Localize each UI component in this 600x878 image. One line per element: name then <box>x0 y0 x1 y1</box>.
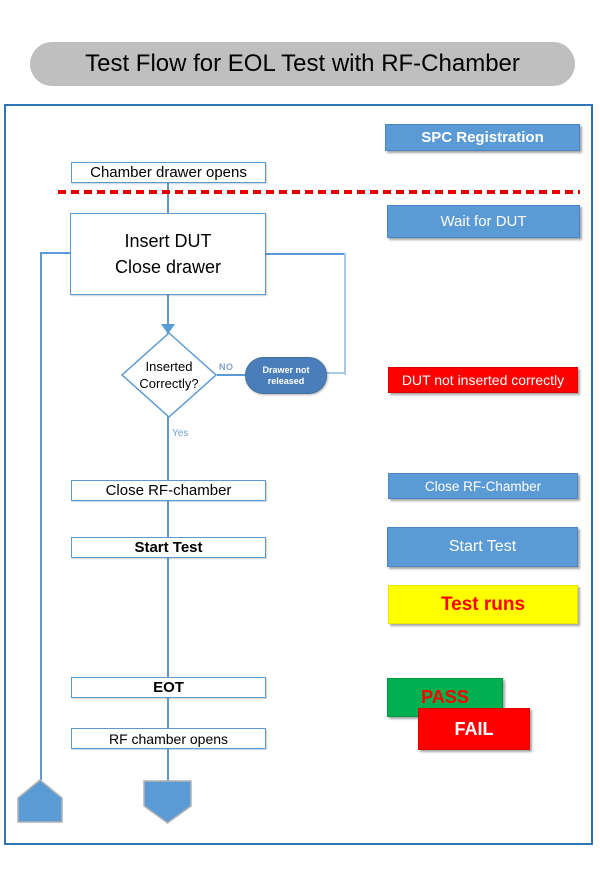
status-label: Wait for DUT <box>440 213 527 230</box>
node-label-line1: Insert DUT <box>124 231 212 251</box>
red-dashed-separator <box>58 190 580 194</box>
up-pentagon-arrow-icon <box>16 778 64 824</box>
pill-connector-line <box>327 372 346 374</box>
edge-label-yes: Yes <box>172 428 189 439</box>
down-pentagon-arrow-icon <box>143 780 192 824</box>
status-label: FAIL <box>454 718 494 739</box>
node-label: Chamber drawer opens <box>90 164 247 181</box>
node-insert-dut <box>70 213 266 295</box>
status-spc-registration <box>385 124 580 151</box>
status-test-runs <box>388 585 578 624</box>
status-label: DUT not inserted correctly <box>401 372 565 388</box>
page-title: Test Flow for EOL Test with RF-Chamber <box>30 42 575 86</box>
status-start-test <box>387 527 578 567</box>
status-label: Start Test <box>448 538 517 555</box>
node-eot <box>71 677 266 698</box>
status-wait-for-dut <box>387 205 580 238</box>
right-loop-horizontal-line <box>266 253 346 255</box>
left-loop-horizontal-line <box>40 252 71 254</box>
status-label: Close RF-Chamber <box>424 478 542 494</box>
right-loop-vertical-line <box>344 253 346 375</box>
node-start-test <box>71 537 266 558</box>
pill-label-line1: Drawer not <box>262 364 310 375</box>
node-drawer-not-released <box>245 357 327 394</box>
node-label-line2: Close drawer <box>114 257 222 277</box>
node-label: EOT <box>153 679 184 696</box>
status-fail <box>418 708 530 750</box>
status-label: Test runs <box>440 593 526 615</box>
pill-label-line2: released <box>267 375 305 386</box>
node-label: RF chamber opens <box>108 730 229 747</box>
node-chamber-drawer-opens <box>71 162 266 183</box>
node-rf-chamber-opens <box>71 728 266 749</box>
edge-label-no: NO <box>219 362 234 372</box>
no-branch-line <box>217 374 245 376</box>
node-label: Start Test <box>134 539 203 556</box>
status-label: SPC Registration <box>421 129 544 146</box>
decision-label-line2: Correctly? <box>139 376 199 391</box>
status-dut-not-inserted <box>388 367 578 393</box>
node-label: Close RF-chamber <box>105 482 232 499</box>
decision-label <box>121 332 217 418</box>
left-loop-vertical-line <box>40 252 42 780</box>
status-label: PASS <box>421 687 469 707</box>
status-close-rf-chamber <box>388 473 578 499</box>
node-close-rf-chamber <box>71 480 266 501</box>
decision-label-line1: Inserted <box>145 359 193 374</box>
